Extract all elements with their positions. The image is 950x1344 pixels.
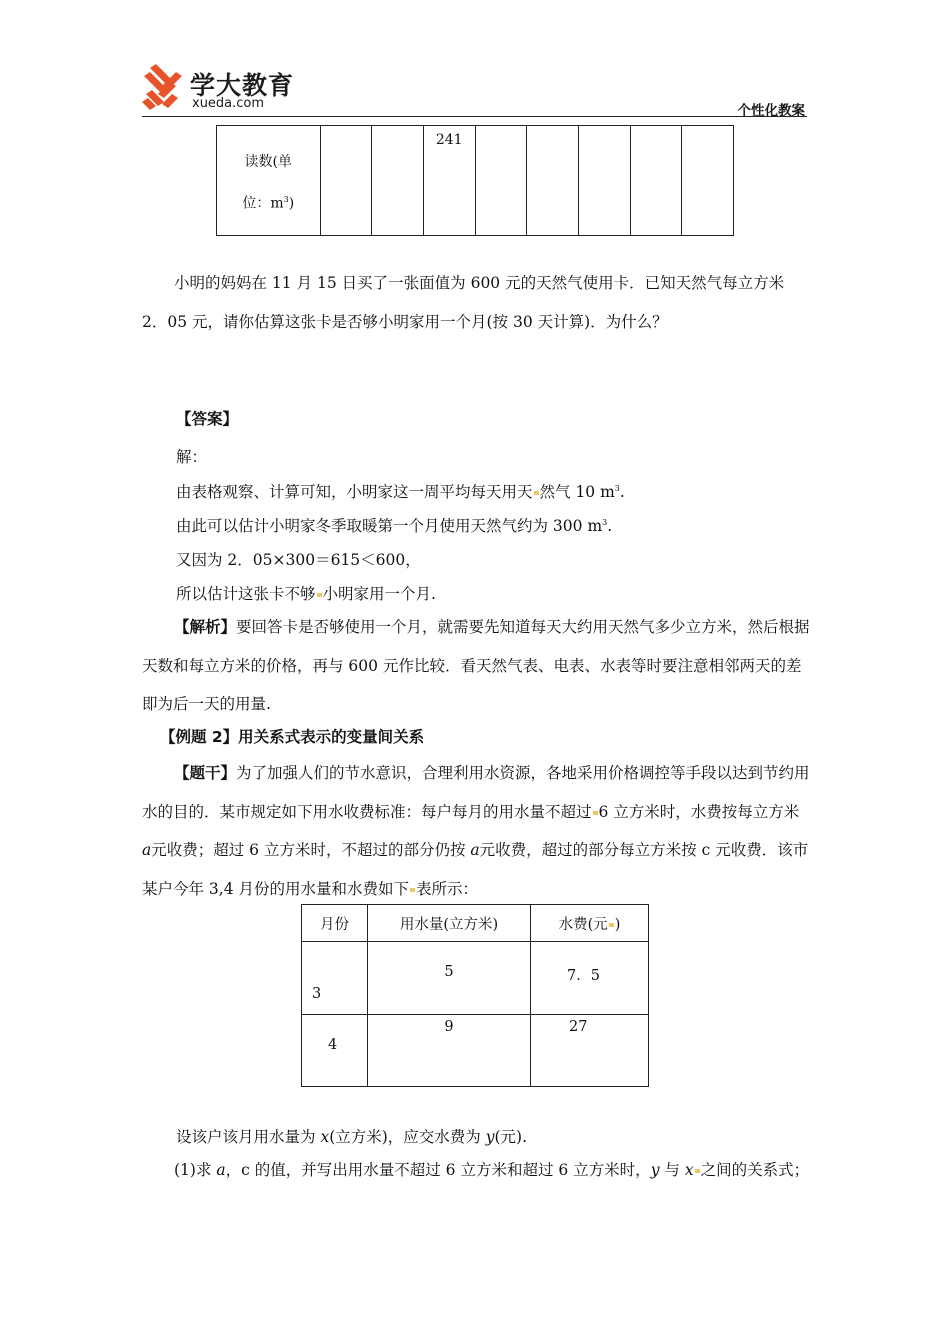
reading-label-cell	[217, 126, 321, 236]
water-table	[301, 904, 649, 1087]
highlight-mark	[593, 811, 598, 815]
highlight-mark	[317, 593, 322, 597]
answer-line-2	[176, 514, 612, 536]
reading-label-sup: 3	[283, 194, 289, 204]
header-label: 个性化教案	[737, 103, 805, 119]
var-x: x	[684, 1161, 694, 1179]
cell-month: 4	[302, 1015, 368, 1087]
logo-text-en: xueda.com	[192, 96, 265, 111]
table-row	[217, 126, 734, 236]
table-row	[302, 1015, 649, 1087]
reading-cell	[578, 126, 630, 236]
logo-text-cn: 学大教育	[190, 71, 295, 100]
reading-cell	[630, 126, 682, 236]
highlight-mark	[410, 888, 415, 892]
var-x: x	[320, 1128, 330, 1146]
xueda-logo	[142, 62, 312, 114]
question-paragraph: 小明的妈妈在 11 月 15 日买了一张面值为 600 元的天然气使用卡．已知天然气每立方米 2．05 元，请你估算这张卡是否够小明家用一个月(按 30 天计算)．为什么？	[142, 274, 785, 331]
answer-line-1-sup: 3	[614, 483, 620, 493]
cell-month: 3	[302, 942, 368, 1015]
answer-line-1-end: .	[619, 483, 625, 501]
highlight-mark	[695, 1169, 700, 1173]
cell-fee: 27	[531, 1015, 649, 1087]
reading-cell	[527, 126, 579, 236]
stem-part-2: 6 立方米时，水费按每立方米	[598, 802, 800, 821]
reading-label-close: )	[288, 195, 295, 212]
xueda-logo-icon	[142, 64, 184, 112]
stem-var-a: a	[470, 841, 480, 859]
setup-text-2: (立方米)，应交水费为	[329, 1128, 486, 1146]
part1-text-4: 之间的关系式；	[700, 1161, 810, 1179]
header-usage: 用水量(立方米)	[368, 905, 531, 942]
part1-text-1: (1)求	[174, 1161, 217, 1179]
var-a: a	[216, 1161, 226, 1179]
answer-heading: 【答案】	[176, 410, 239, 428]
table-row	[302, 942, 649, 1015]
setup-line	[176, 1125, 527, 1147]
part1-paragraph	[142, 1151, 810, 1190]
answer-line-2-end: .	[607, 517, 613, 535]
header-fee-text: 水费(元	[558, 916, 608, 933]
header-month: 月份	[302, 905, 368, 942]
analysis-heading: 【解析】	[174, 618, 237, 636]
table-header-row	[302, 905, 649, 942]
cell-usage: 5	[368, 942, 531, 1015]
analysis-paragraph	[142, 608, 810, 724]
highlight-mark	[609, 923, 614, 927]
reading-cell	[372, 126, 424, 236]
example2-title: 【例题 2】用关系式表示的变量间关系	[160, 728, 425, 746]
answer-line-1b: 然气 10 m	[539, 483, 615, 501]
answer-line-2-sup: 3	[602, 517, 608, 527]
cell-fee: 7．5	[531, 942, 649, 1015]
part1-text-2: ，c 的值，并写出用水量不超过 6 立方米和超过 6 立方米时，	[225, 1161, 651, 1179]
reading-table	[216, 125, 734, 236]
highlight-mark	[534, 491, 539, 495]
reading-label-line2: 位：m	[242, 195, 284, 212]
reading-cell	[682, 126, 734, 236]
setup-text-3: (元).	[494, 1128, 528, 1146]
answer-line-4	[176, 582, 436, 604]
header-fee-close: )	[614, 916, 621, 933]
var-y: y	[650, 1161, 660, 1179]
setup-text-1: 设该户该月用水量为	[176, 1128, 321, 1146]
answer-intro: 解：	[176, 448, 208, 466]
answer-line-2a: 由此可以估计小明家冬季取暖第一个月使用天然气约为 300 m	[176, 517, 603, 535]
cell-usage: 9	[368, 1015, 531, 1087]
answer-line-4b: 小明家用一个月.	[322, 585, 436, 603]
reading-label-line1: 读数(单	[244, 153, 292, 170]
stem-part-4: 元收费，超过的部分每立方米按 c 元收费．该市某户今年 3,4 月份的用水量和水费如下	[142, 841, 809, 898]
reading-cell	[475, 126, 527, 236]
reading-cell: 241	[423, 126, 475, 236]
header-divider	[142, 116, 807, 117]
answer-line-3: 又因为 2．05×300＝615＜600，	[176, 551, 421, 569]
stem-part-5: 表所示：	[416, 879, 479, 898]
answer-line-1	[176, 480, 625, 502]
answer-line-4a: 所以估计这张卡不够	[176, 585, 316, 603]
analysis-text: 要回答卡是否够使用一个月，就需要先知道每天大约用天然气多少立方米，然后根据天数和每立方米的价格，再与 600 元作比较．看天然气表、电表、水表等时要注意相邻两天的差即为后一天的用量.	[142, 618, 810, 713]
part1-text-3: 与	[659, 1161, 685, 1179]
reading-cell	[320, 126, 372, 236]
header-fee	[531, 905, 649, 942]
stem-part-3: 元收费；超过 6 立方米时，不超过的部分仍按	[151, 841, 471, 859]
stem-part-1: 为了加强人们的节水意识，合理利用水资源，各地采用价格调控等手段以达到节约用水的目的．某市规定如下用水收费标准：每户每月的用水量不超过	[142, 764, 810, 821]
answer-line-1a: 由表格观察、计算可知，小明家这一周平均每天用天	[176, 483, 533, 501]
var-y: y	[485, 1128, 495, 1146]
example2-stem	[142, 754, 810, 908]
stem-heading: 【题干】	[174, 764, 237, 782]
stem-var-a: a	[142, 841, 152, 859]
